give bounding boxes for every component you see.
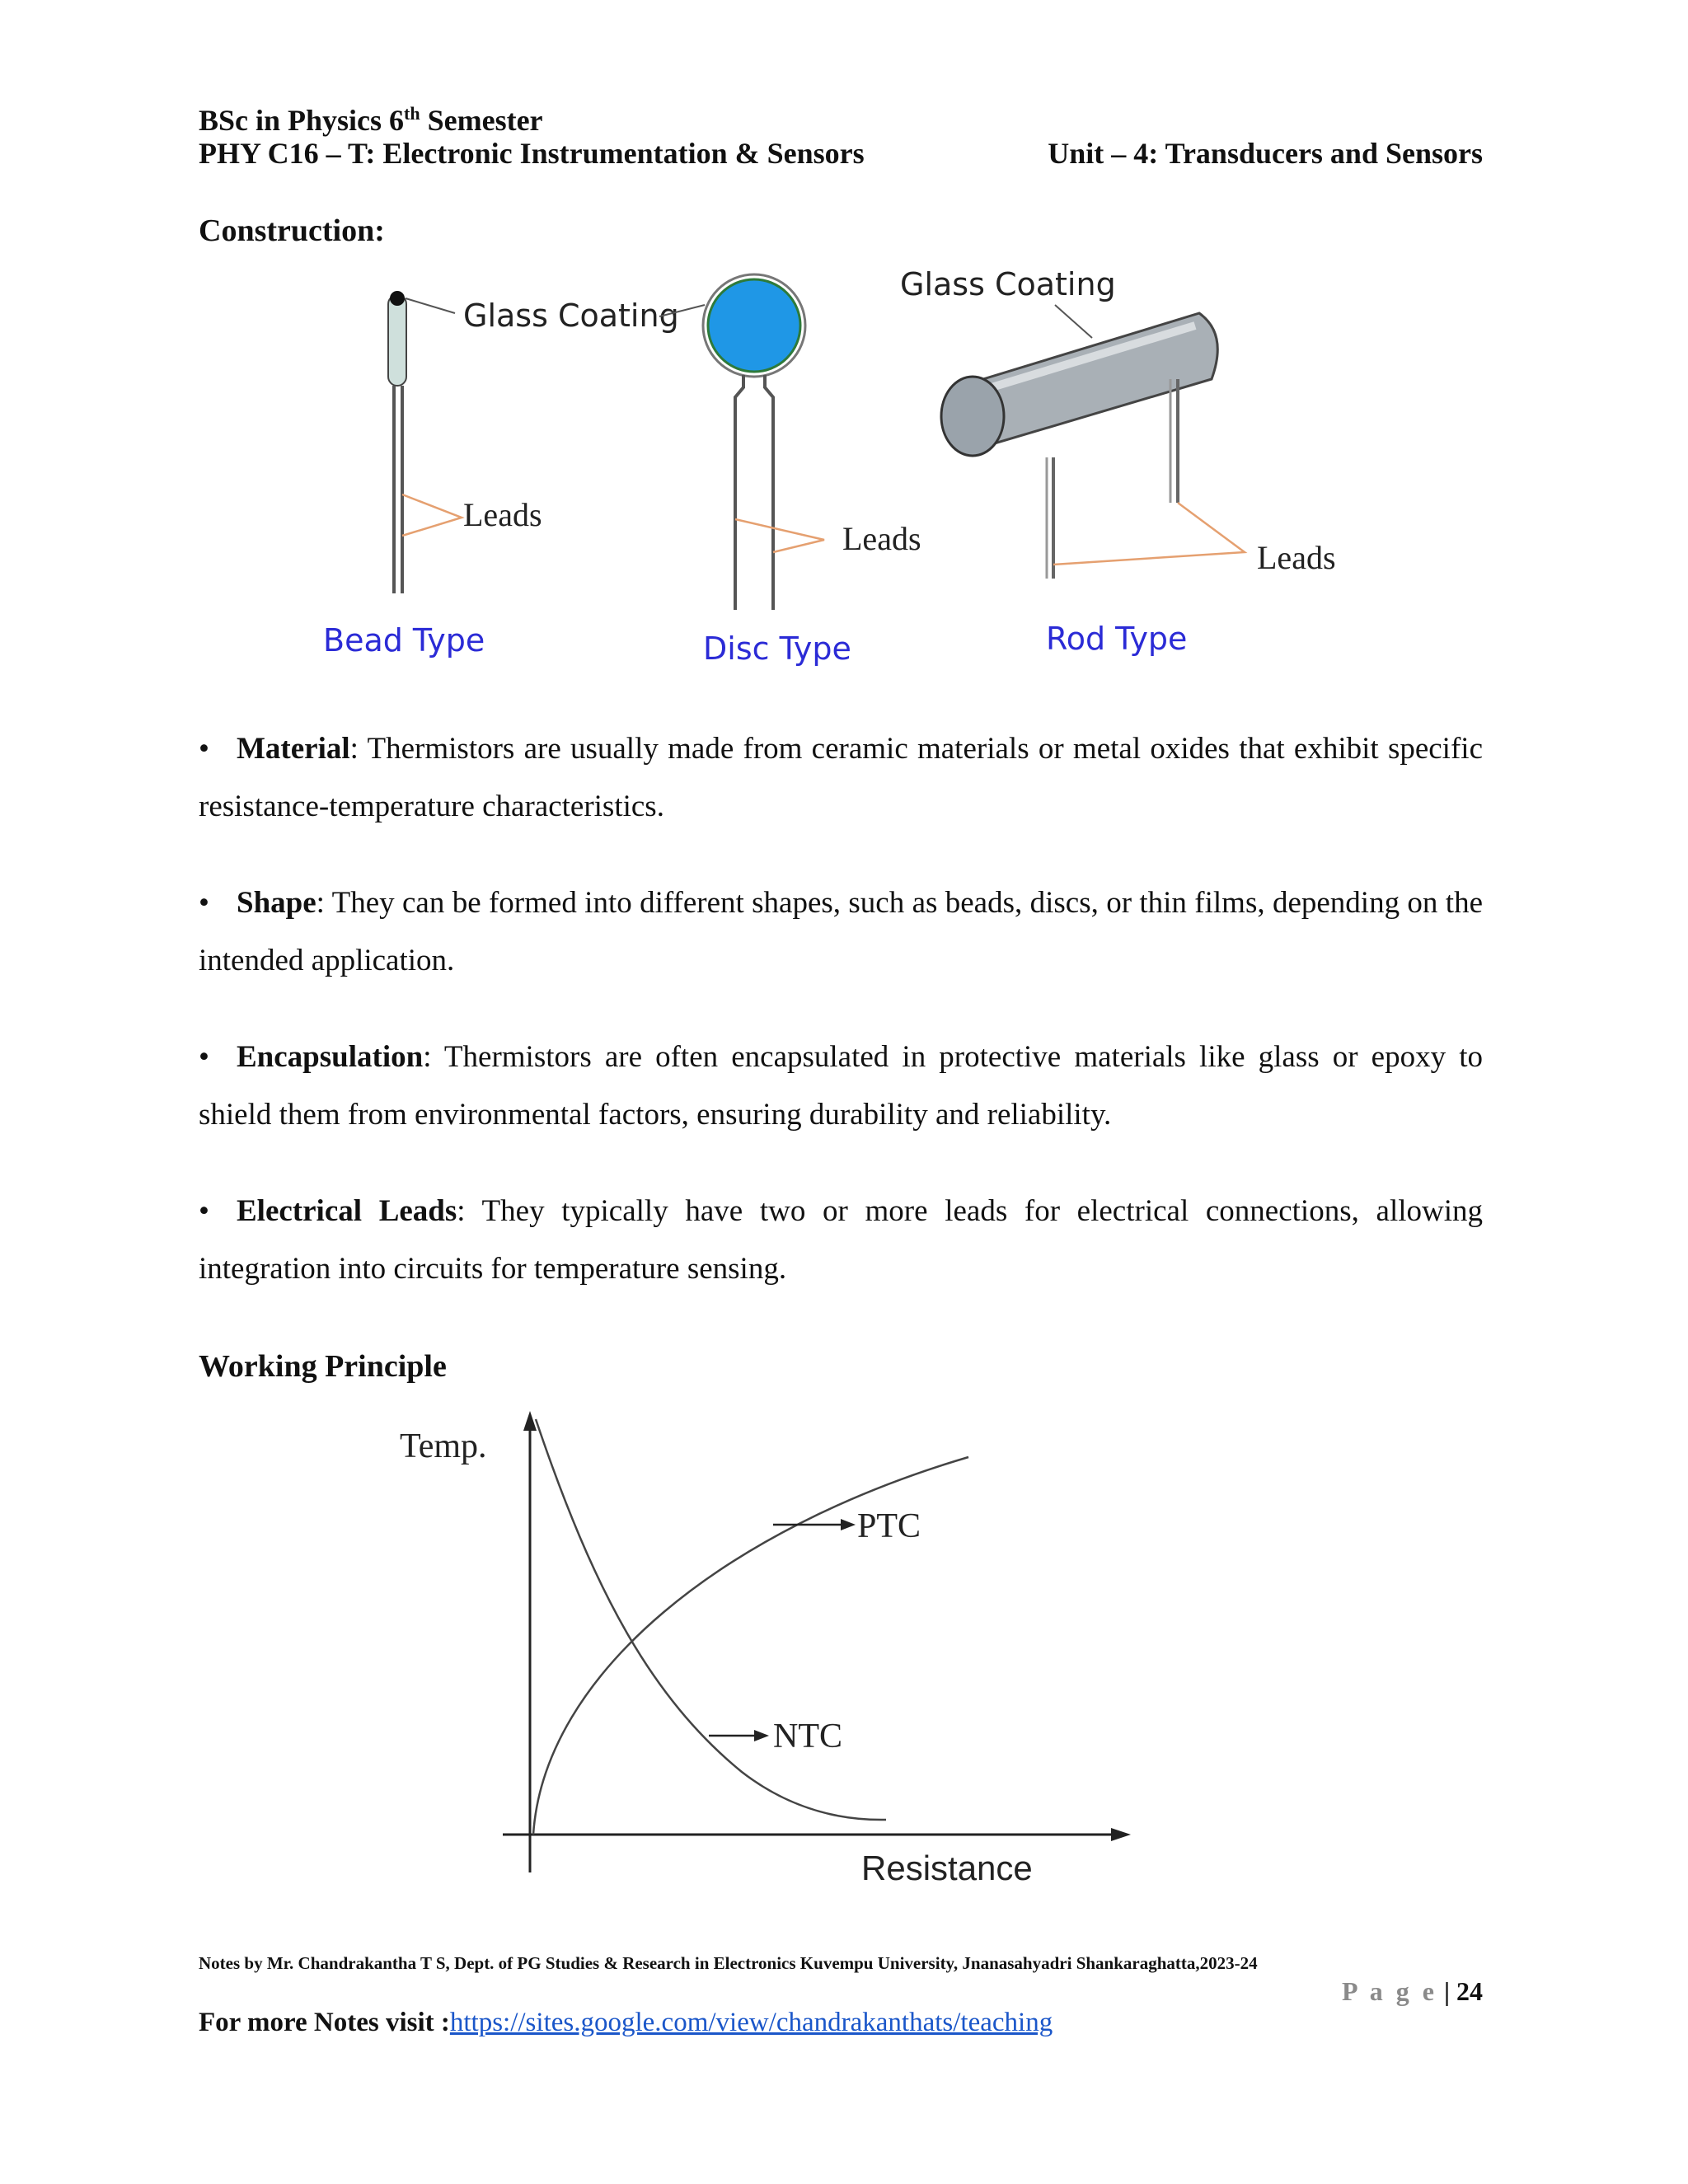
bullet-text: : They can be formed into different shapes, such as beads, discs, or thin films, depending on the intended application.: [199, 886, 1483, 977]
paper-title: PHY C16 – T: Electronic Instrumentation & Sensors: [199, 137, 865, 170]
bullet-term: Material: [237, 732, 350, 766]
page-number-value: 24: [1456, 1976, 1483, 2006]
course-suffix: Semester: [420, 104, 543, 137]
bead-type-label: Bead Type: [323, 622, 485, 658]
ntc-label: NTC: [773, 1718, 842, 1755]
page-word: P a g e: [1341, 1976, 1437, 2006]
bullet-encapsulation: [199, 1029, 1483, 1144]
bullet-term: Electrical Leads: [237, 1194, 457, 1228]
footer-visit: [199, 2008, 1053, 2038]
construction-heading: Construction:: [199, 213, 385, 248]
x-axis: [503, 1828, 1131, 1841]
unit-title: Unit – 4: Transducers and Sensors: [1048, 137, 1483, 170]
page-number: [1342, 1976, 1483, 2007]
bullet-term: Encapsulation: [237, 1040, 424, 1074]
bullet-icon: •: [199, 1194, 209, 1228]
visit-label: For more Notes visit :: [199, 2008, 450, 2037]
thermistor-types-figure: [313, 255, 1401, 684]
bullet-text: : Thermistors are often encapsulated in protective materials like glass or epoxy to shield them from environmental factors, ensuring durability and reliability.: [199, 1040, 1483, 1132]
course-sup: th: [404, 103, 420, 124]
ntc-curve: [536, 1419, 886, 1820]
rod-thermistor: [941, 305, 1245, 579]
bullet-text: : They typically have two or more leads for electrical connections, allowing integration into circuits for temperature sensing.: [199, 1194, 1484, 1286]
leads-label-3: Leads: [1257, 539, 1336, 576]
course-prefix: BSc in Physics 6: [199, 104, 405, 137]
course-title: [199, 96, 543, 138]
glass-coating-label-2: Glass Coating: [900, 266, 1116, 302]
ptc-arrow: [773, 1519, 856, 1530]
ptc-ntc-graph: [379, 1401, 1162, 1896]
bullet-text: : Thermistors are usually made from ceramic materials or metal oxides that exhibit specific resistance-temperature characteristics.: [199, 732, 1483, 823]
bead-thermistor: [388, 291, 462, 593]
notes-link[interactable]: https://sites.google.com/view/chandrakanthats/teaching: [449, 2008, 1053, 2037]
bullet-icon: •: [199, 732, 209, 766]
glass-coating-label-1: Glass Coating: [463, 298, 679, 334]
footer-notes: Notes by Mr. Chandrakantha T S, Dept. of PG Studies & Research in Electronics Kuvempu University, Jnanasahyadri Shankaraghatta,2023-24: [199, 1953, 1258, 1973]
leads-label-2: Leads: [842, 520, 921, 557]
rod-type-label: Rod Type: [1046, 621, 1188, 657]
bullet-electrical-leads: [199, 1183, 1483, 1298]
bullet-shape: [199, 874, 1483, 990]
disc-thermistor: [659, 274, 824, 610]
ntc-arrow: [709, 1730, 769, 1741]
leads-label-1: Leads: [463, 496, 542, 533]
disc-type-label: Disc Type: [703, 630, 851, 667]
page-separator: |: [1437, 1976, 1456, 2006]
bullet-material: [199, 720, 1483, 836]
y-axis: [523, 1411, 537, 1872]
temp-axis-label: Temp.: [400, 1427, 487, 1465]
bullet-term: Shape: [237, 886, 316, 920]
resistance-axis-label: Resistance: [861, 1849, 1033, 1887]
bullet-icon: •: [199, 1040, 209, 1074]
working-principle-heading: Working Principle: [199, 1349, 447, 1384]
ptc-label: PTC: [857, 1507, 921, 1545]
bullet-icon: •: [199, 886, 209, 920]
